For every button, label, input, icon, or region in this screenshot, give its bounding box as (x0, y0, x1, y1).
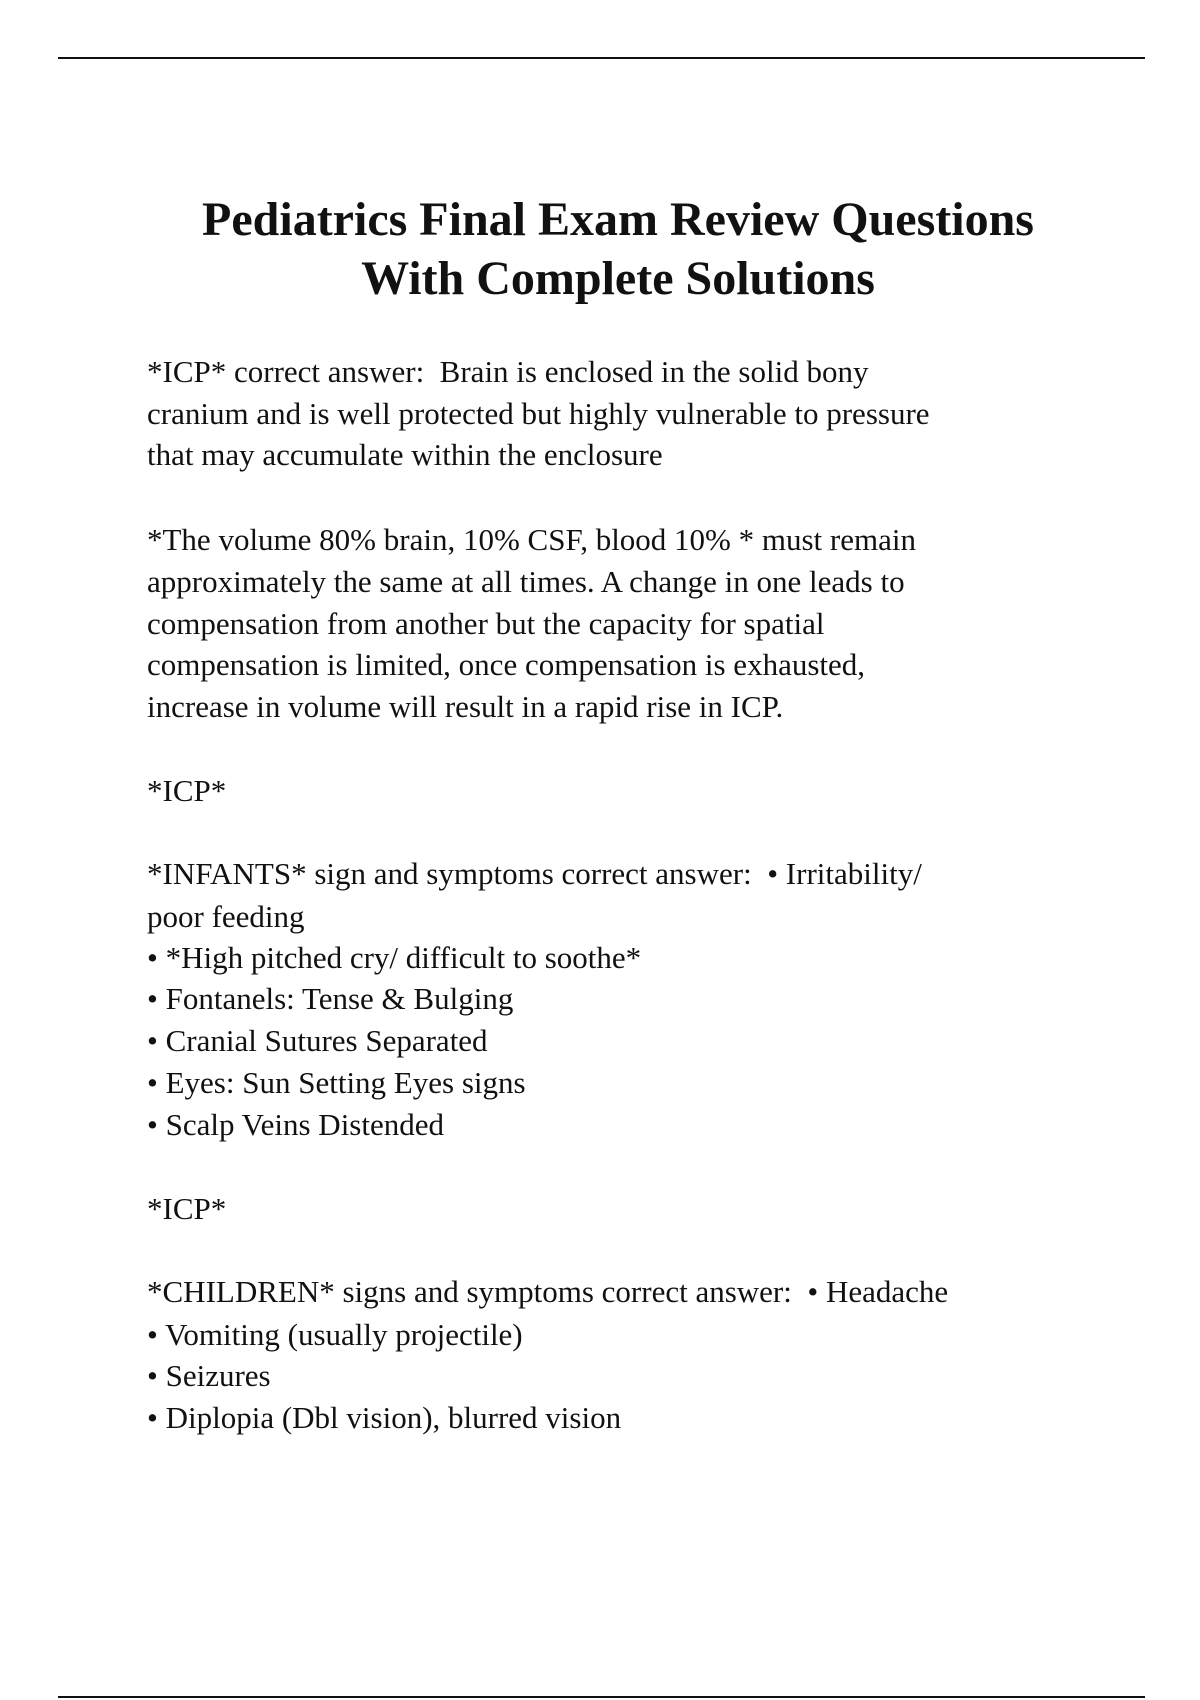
document-title-line-2: With Complete Solutions (361, 252, 875, 305)
text-line: • Seizures (147, 1358, 271, 1393)
text-line: • Diplopia (Dbl vision), blurred vision (147, 1400, 622, 1435)
text-line: • Fontanels: Tense & Bulging (147, 981, 514, 1016)
text-line: poor feeding (147, 899, 305, 934)
text-line: • Scalp Veins Distended (147, 1107, 444, 1142)
text-line: cranium and is well protected but highly vulnerable to pressure (147, 396, 930, 431)
text-line: • Vomiting (usually projectile) (147, 1317, 523, 1352)
text-line: compensation is limited, once compensation is exhausted, (147, 647, 866, 682)
text-line: *ICP* (147, 1191, 227, 1226)
top-rule (58, 57, 1145, 59)
text-line: *CHILDREN* signs and symptoms correct answer: • Headache (147, 1274, 949, 1309)
text-line: *The volume 80% brain, 10% CSF, blood 10% * must remain (147, 522, 916, 557)
text-line: increase in volume will result in a rapid rise in ICP. (147, 689, 784, 724)
bottom-rule (58, 1696, 1145, 1698)
text-line: approximately the same at all times. A change in one leads to (147, 564, 905, 599)
text-line: • Eyes: Sun Setting Eyes signs (147, 1065, 526, 1100)
text-line: that may accumulate within the enclosure (147, 437, 663, 472)
text-line: *ICP* correct answer: Brain is enclosed in the solid bony (147, 354, 869, 389)
text-line: • *High pitched cry/ difficult to soothe* (147, 940, 642, 975)
text-line: compensation from another but the capacity for spatial (147, 606, 825, 641)
text-line: *ICP* (147, 773, 227, 808)
document-title-line-1: Pediatrics Final Exam Review Questions (202, 193, 1034, 246)
text-line: *INFANTS* sign and symptoms correct answer: • Irritability/ (147, 856, 922, 891)
text-line: • Cranial Sutures Separated (147, 1023, 488, 1058)
